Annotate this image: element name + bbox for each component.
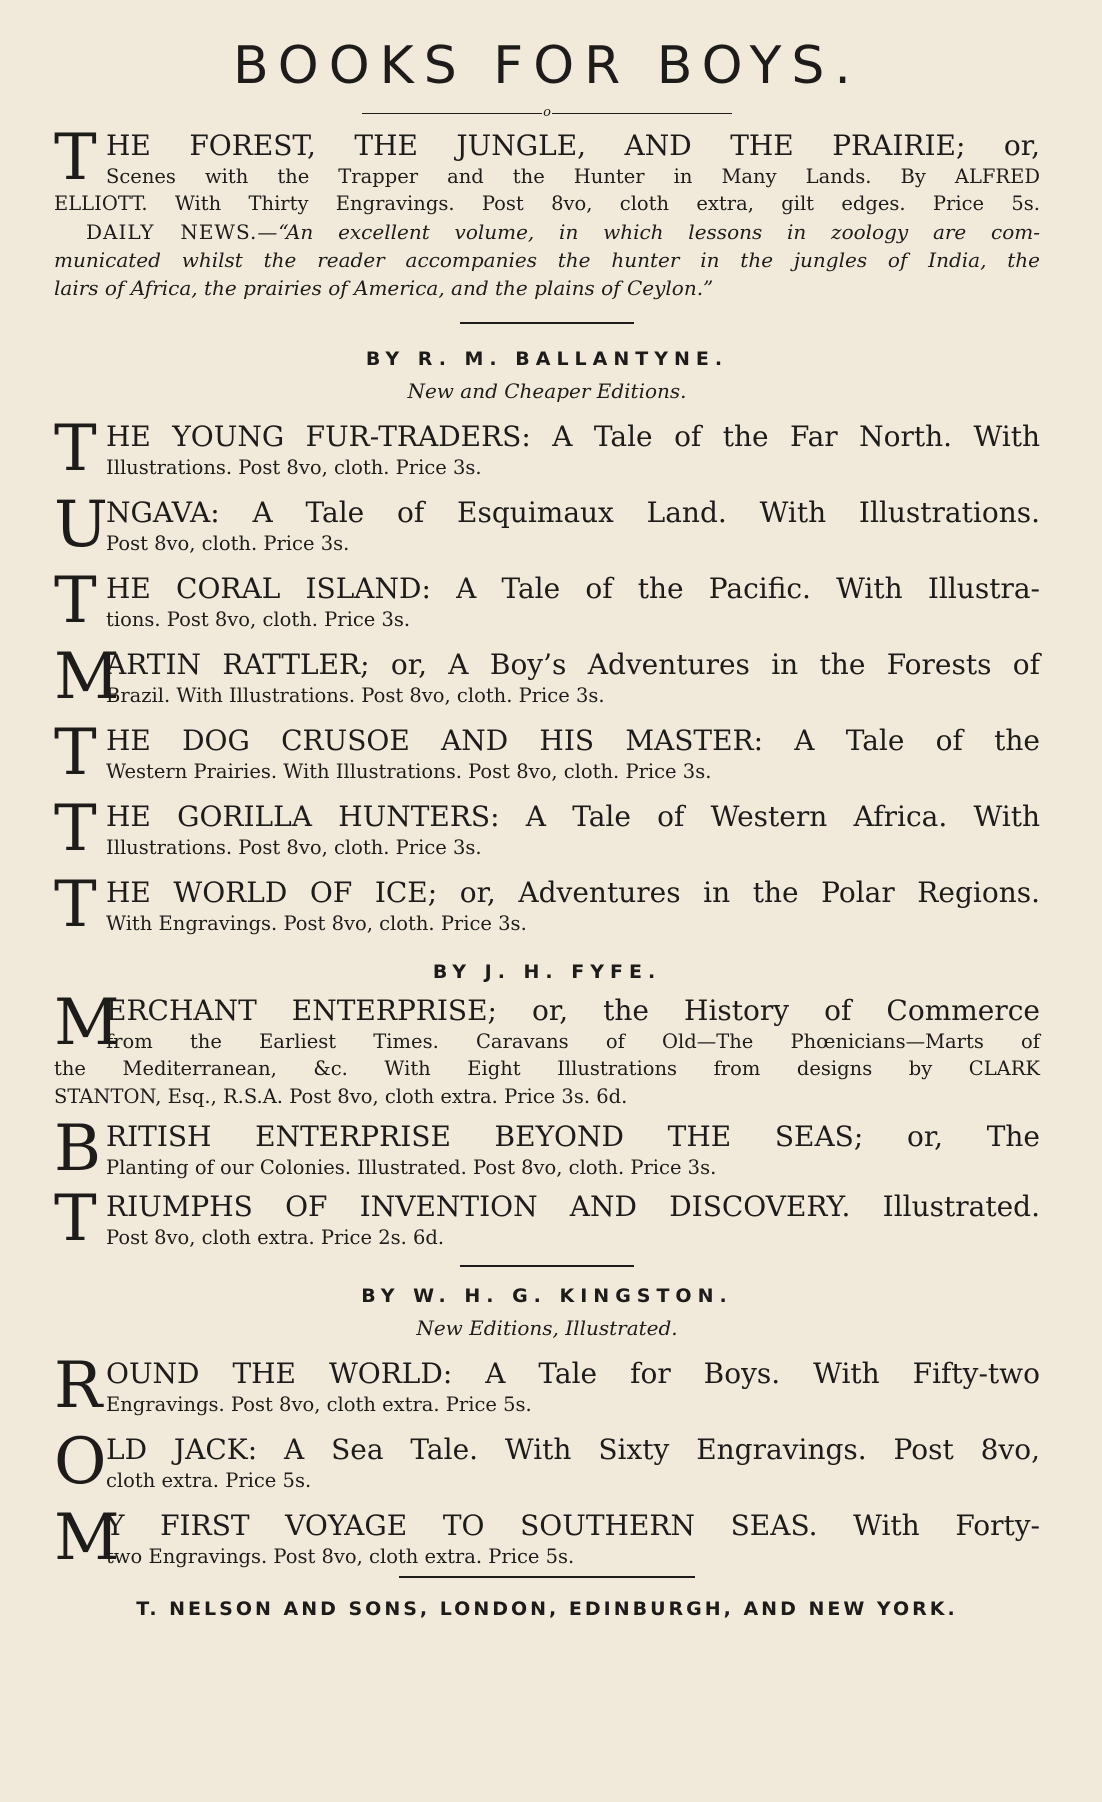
book-detail-line: Illustrations. Post 8vo, cloth. Price 3s. <box>106 456 482 479</box>
book-entry-forest-jungle-prairie <box>54 121 1040 218</box>
book-detail-line: tions. Post 8vo, cloth. Price 3s. <box>106 608 411 631</box>
book-detail-line: Brazil. With Illustrations. Post 8vo, cloth. Price 3s. <box>106 684 605 707</box>
book-detail-line: Illustrations. Post 8vo, cloth. Price 3s. <box>106 836 482 859</box>
book-title-line: HE FOREST, THE JUNGLE, AND THE PRAIRIE; or, <box>106 129 1040 162</box>
book-title-line: HE DOG CRUSOE AND HIS MASTER: A Tale of the <box>106 724 1040 757</box>
review-source: DAILY NEWS.— <box>86 220 279 244</box>
author-heading: BY J. H. FYFE. <box>432 961 662 983</box>
review-line: lairs of Africa, the prairies of America, and the plains of Ceylon.” <box>54 276 714 300</box>
book-detail-text: the Mediterranean, &c. With Eight Illustrations from designs by CLARK <box>54 1057 1040 1080</box>
drop-cap: T <box>54 121 97 195</box>
ornament-rule-right <box>552 113 732 114</box>
drop-cap: R <box>54 1349 103 1423</box>
book-entry <box>54 1112 1040 1186</box>
drop-cap: M <box>54 640 120 714</box>
book-detail-line: Planting of our Colonies. Illustrated. Post 8vo, cloth. Price 3s. <box>106 1156 717 1179</box>
section-kingston <box>54 1283 1040 1575</box>
book-list <box>54 412 1040 942</box>
review-line: municated whilst the reader accompanies the hunter in the jungles of India, the <box>54 248 1040 272</box>
drop-cap: T <box>54 1182 97 1256</box>
book-detail-line: from the Earliest Times. Caravans of Old—The Phœnicians—Marts of <box>106 1030 1040 1053</box>
book-detail-line: Post 8vo, cloth extra. Price 2s. 6d. <box>106 1226 445 1249</box>
drop-cap: M <box>54 1501 120 1575</box>
book-entry <box>54 640 1040 714</box>
author-heading: BY R. M. BALLANTYNE. <box>365 348 729 370</box>
book-title-line: HE CORAL ISLAND: A Tale of the Pacific. With Illustra- <box>106 572 1040 605</box>
book-detail-line: With Engravings. Post 8vo, cloth. Price 3s. <box>106 912 527 935</box>
book-entry <box>54 488 1040 562</box>
section-subtitle: New Editions, Illustrated. <box>416 1316 678 1340</box>
book-detail-line: Post 8vo, cloth. Price 3s. <box>106 532 350 555</box>
book-entry <box>54 564 1040 638</box>
book-title-line: HE GORILLA HUNTERS: A Tale of Western Africa. With <box>106 800 1040 833</box>
title-ornament <box>54 105 1040 120</box>
ornament-glyph: o <box>543 105 551 120</box>
book-title-line: HE YOUNG FUR-TRADERS: A Tale of the Far North. With <box>106 420 1040 453</box>
book-detail-line: Engravings. Post 8vo, cloth extra. Price 5s. <box>106 1393 532 1416</box>
section-divider <box>460 1265 634 1267</box>
book-title-line: RITISH ENTERPRISE BEYOND THE SEAS; or, The <box>106 1120 1040 1153</box>
drop-cap: U <box>54 488 108 562</box>
book-title-line: LD JACK: A Sea Tale. With Sixty Engravings. Post 8vo, <box>106 1433 1040 1466</box>
book-entry <box>54 792 1040 866</box>
book-detail-line: Western Prairies. With Illustrations. Post 8vo, cloth. Price 3s. <box>106 760 712 783</box>
book-title-line: ARTIN RATTLER; or, A Boy’s Adventures in the Forests of <box>106 648 1040 681</box>
book-title-line: HE WORLD OF ICE; or, Adventures in the Polar Regions. <box>106 876 1040 909</box>
book-title-line: ERCHANT ENTERPRISE; or, the History of Commerce <box>106 994 1040 1027</box>
page-title: BOOKS FOR BOYS. <box>233 36 861 96</box>
drop-cap: O <box>54 1425 107 1499</box>
book-entry <box>54 412 1040 486</box>
review-quote <box>54 218 1040 302</box>
book-title-line: OUND THE WORLD: A Tale for Boys. With Fifty-two <box>106 1357 1040 1390</box>
review-text: “An excellent volume, in which lessons in zoology are com- <box>278 220 1040 244</box>
ornament-rule-left <box>362 113 542 114</box>
book-detail-line: Scenes with the Trapper and the Hunter in Many Lands. By ALFRED <box>106 165 1040 188</box>
book-detail-line: ELLIOTT. With Thirty Engravings. Post 8vo, cloth extra, gilt edges. Price 5s. <box>54 192 1040 215</box>
section-divider <box>460 322 634 324</box>
drop-cap: M <box>54 986 120 1060</box>
footer-divider <box>399 1576 695 1578</box>
book-title-line: NGAVA: A Tale of Esquimaux Land. With Illustrations. <box>106 496 1040 529</box>
publisher-footer: T. NELSON AND SONS, LONDON, EDINBURGH, AND NEW YORK. <box>136 1598 958 1620</box>
book-title-line: RIUMPHS OF INVENTION AND DISCOVERY. Illustrated. <box>106 1190 1040 1223</box>
section-fyfe <box>54 959 1040 1256</box>
book-entry-merchant-enterprise <box>54 986 1040 1111</box>
author-heading: BY W. H. G. KINGSTON. <box>361 1285 733 1307</box>
book-detail-line <box>54 1055 1040 1083</box>
drop-cap: T <box>54 868 97 942</box>
section-subtitle: New and Cheaper Editions. <box>407 379 687 403</box>
section-ballantyne <box>54 346 1040 942</box>
book-detail-line: two Engravings. Post 8vo, cloth extra. Price 5s. <box>106 1545 575 1568</box>
book-entry <box>54 1425 1040 1499</box>
book-list <box>54 1112 1040 1256</box>
book-entry <box>54 1182 1040 1256</box>
book-entry <box>54 868 1040 942</box>
book-entry <box>54 1349 1040 1423</box>
book-title-line: Y FIRST VOYAGE TO SOUTHERN SEAS. With Forty- <box>106 1509 1040 1542</box>
drop-cap: B <box>54 1112 102 1186</box>
drop-cap: T <box>54 412 97 486</box>
book-list <box>54 1349 1040 1575</box>
book-entry <box>54 1501 1040 1575</box>
book-entry <box>54 716 1040 790</box>
drop-cap: T <box>54 716 97 790</box>
drop-cap: T <box>54 792 97 866</box>
drop-cap: T <box>54 564 97 638</box>
book-detail-line: cloth extra. Price 5s. <box>106 1469 312 1492</box>
review-line <box>54 218 1040 246</box>
book-detail-line: STANTON, Esq., R.S.A. Post 8vo, cloth extra. Price 3s. 6d. <box>54 1085 628 1108</box>
